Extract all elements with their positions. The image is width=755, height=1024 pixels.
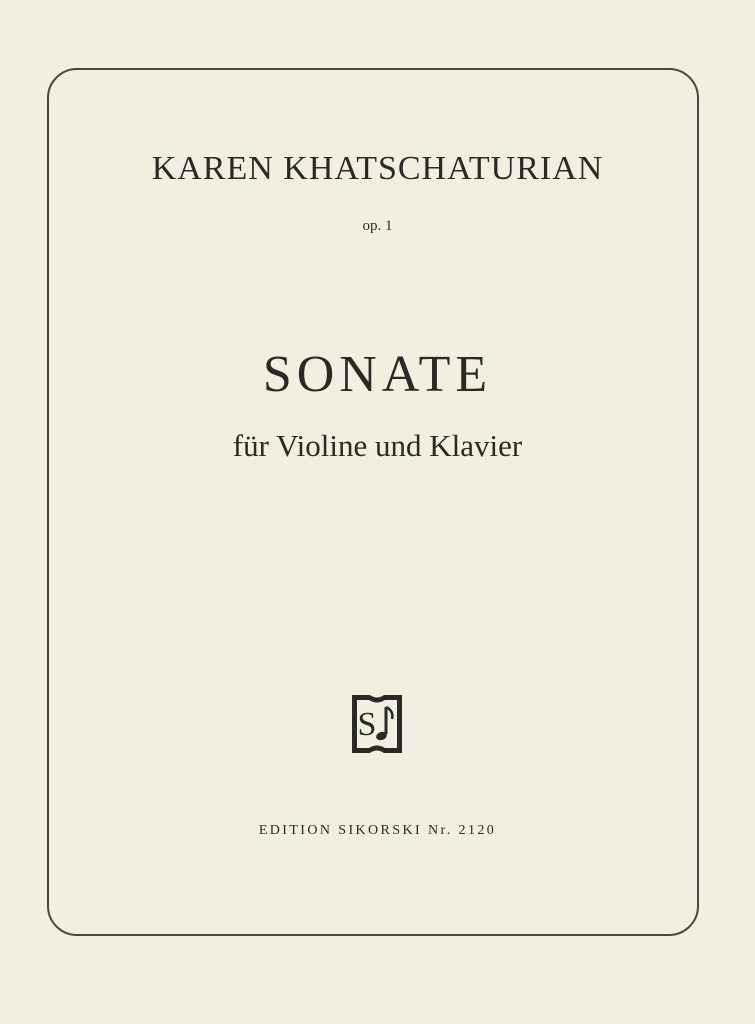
svg-text:S: S	[357, 706, 377, 743]
work-title: SONATE	[262, 346, 493, 403]
work-subtitle: für Violine und Klavier	[232, 428, 523, 463]
opus-number: op. 1	[362, 218, 393, 234]
cover-frame	[47, 68, 699, 936]
publisher-edition-line: EDITION SIKORSKI Nr. 2120	[258, 823, 497, 838]
sikorski-logo-icon	[348, 691, 406, 757]
composer-name: KAREN KHATSCHATURIAN	[151, 150, 604, 187]
